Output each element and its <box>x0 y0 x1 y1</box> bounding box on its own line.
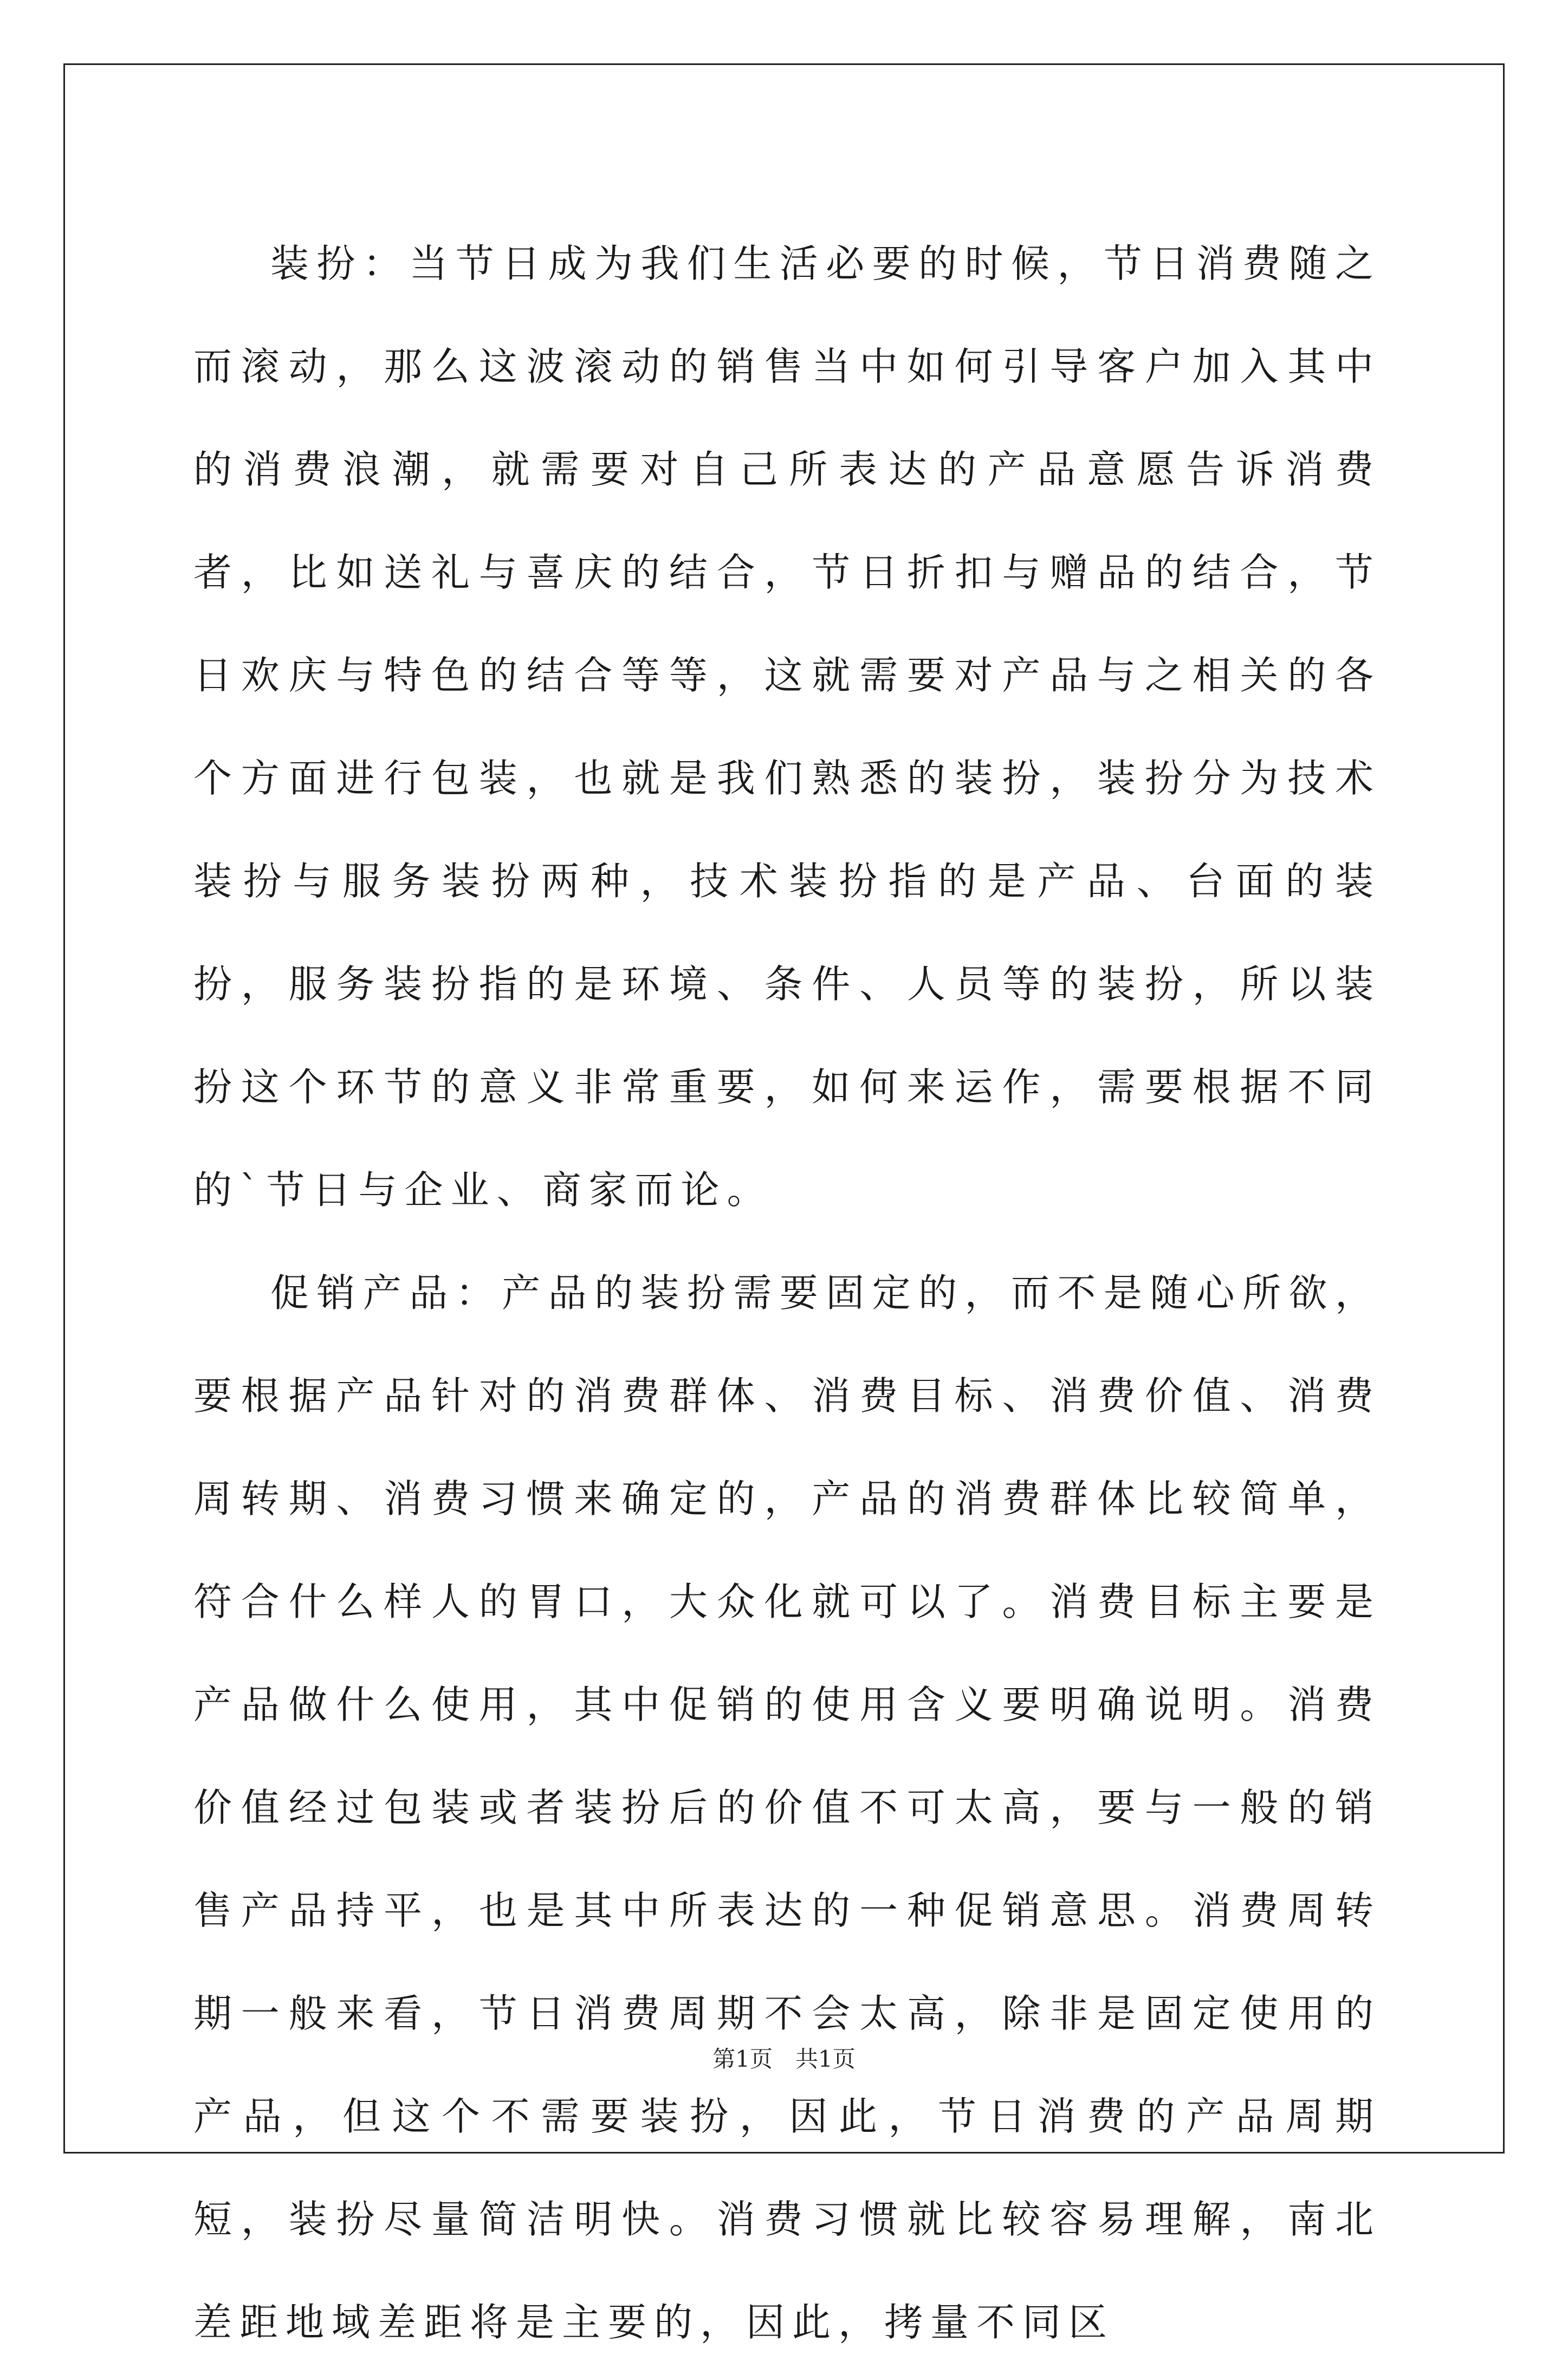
page-footer: 第1页 共1页 <box>712 2046 856 2072</box>
paragraph-promotion-products: 促销产品：产品的装扮需要固定的，而不是随心所欲，要根据产品针对的消费群体、消费目标、消费价值、消费周转期、消费习惯来确定的，产品的消费群体比较简单，符合什么样人的胃口，大众化就可以了。消费目标主要是产品做什么使用，其中促销的使用含义要明确说明。消费价值经过包装或者装扮后的价值不可太高，要与一般的销售产品持平，也是其中所表达的一种促销意思。消费周转期一般来看，节日消费周期不会太高，除非是固定使用的产品，但这个不需要装扮，因此，节日消费的产品周期短，装扮尽量简洁明快。消费习惯就比较容易理解，南北差距地域差距将是主要的，因此，拷量不同区 <box>193 1270 1381 2345</box>
paragraph-dressing: 装扮：当节日成为我们生活必要的时候，节日消费随之而滚动，那么这波滚动的销售当中如何引导客户加入其中的消费浪潮，就需要对自己所表达的产品意愿告诉消费者，比如送礼与喜庆的结合，节日折扣与赠品的结合，节日欢庆与特色的结合等等，这就需要对产品与之相关的各个方面进行包装，也就是我们熟悉的装扮，装扮分为技术装扮与服务装扮两种，技术装扮指的是产品、台面的装扮，服务装扮指的是环境、条件、人员等的装扮，所以装扮这个环节的意义非常重要，如何来运作，需要根据不同的`节日与企业、商家而论。 <box>193 241 1381 1212</box>
